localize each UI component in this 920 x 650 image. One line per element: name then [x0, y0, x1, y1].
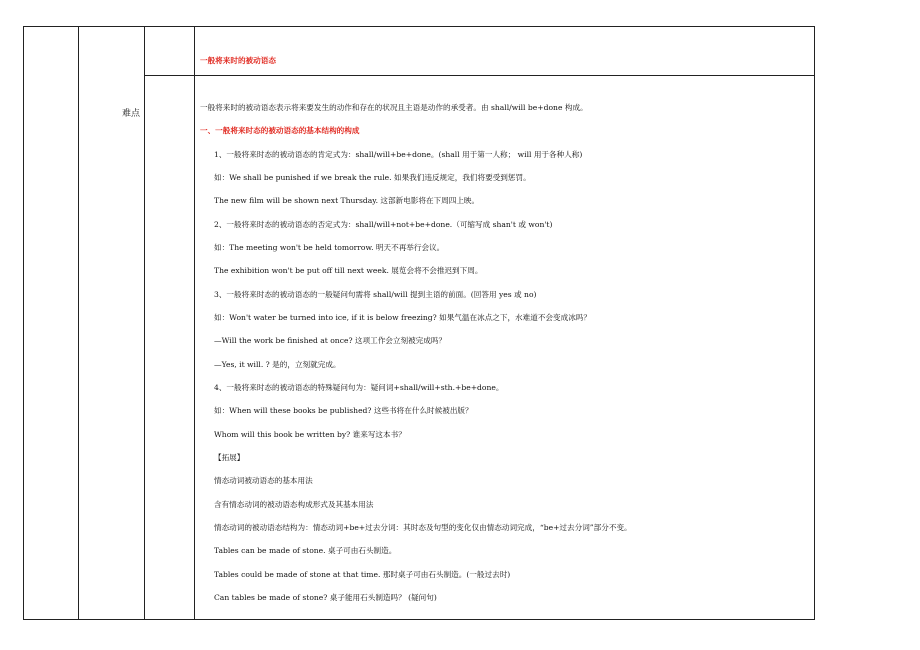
expansion-heading: 【拓展】 — [214, 453, 245, 462]
text-line: The exhibition won't be put off till next week. 展览会将不会推迟到下周。 — [214, 266, 483, 275]
text-line: 4、一般将来时态的被动语态的特殊疑问句为：疑问词+shall/will+sth.+be+done。 — [214, 383, 504, 392]
text-line: The new film will be shown next Thursday. 这部新电影将在下周四上映。 — [214, 196, 480, 205]
text-line: 3、一般将来时态的被动语态的一般疑问句需将 shall/will 提到主语的前面。(回答用 yes 或 no) — [214, 290, 537, 299]
text-line: Can tables be made of stone? 桌子能用石头制造吗？ (疑问句) — [214, 593, 437, 602]
text-line: 如：When will these books be published? 这些书将在什么时候被出版？ — [214, 406, 473, 415]
text-line: 情态动词的被动语态结构为：情态动词+be+过去分词：其时态及句型的变化仅由情态动词完成，“be+过去分词”部分不变。 — [214, 523, 632, 532]
text-line: —Will the work be finished at once? 这项工作会立刻被完成吗？ — [214, 336, 447, 345]
text-line: Tables can be made of stone. 桌子可由石头制造。 — [214, 546, 397, 555]
text-line: 如：We shall be punished if we break the rule. 如果我们违反规定，我们将要受到惩罚。 — [214, 173, 531, 182]
text-line: Whom will this book be written by? 谁来写这本书？ — [214, 430, 406, 439]
heading-basic-structure: 一、一般将来时态的被动语态的基本结构的构成 — [200, 126, 360, 135]
column-divider-1 — [78, 27, 79, 619]
text-line: Tables could be made of stone at that time. 那时桌子可由石头制造。(一般过去时) — [214, 570, 511, 579]
text-line: —Yes, it will. ? 是的，立刻就完成。 — [214, 360, 341, 369]
column-divider-2 — [144, 27, 145, 619]
heading-future-passive: 一般将来时的被动语态 — [200, 56, 276, 65]
row-label: 难点 — [122, 109, 141, 119]
intro-paragraph: 一般将来时的被动语态表示将来要发生的动作和存在的状况且主语是动作的承受者。由 shall/will be+done 构成。 — [200, 103, 588, 112]
text-line: 如：Won't water be turned into ice, if it is below freezing? 如果气温在冰点之下，水难道不会变成冰吗？ — [214, 313, 591, 322]
text-line: 含有情态动词的被动语态构成形式及其基本用法 — [214, 500, 374, 509]
column-divider-3 — [194, 27, 195, 619]
text-line: 情态动词被动语态的基本用法 — [214, 476, 313, 485]
text-line: 如：The meeting won't be held tomorrow. 明天不再举行会议。 — [214, 243, 445, 252]
text-line: 1、一般将来时态的被动语态的肯定式为：shall/will+be+done。(shall 用于第一人称； will 用于各种人称) — [214, 150, 583, 159]
row-divider — [144, 75, 814, 76]
text-line: 2、一般将来时态的被动语态的否定式为：shall/will+not+be+done.（可缩写成 shan't 或 won't) — [214, 220, 553, 229]
